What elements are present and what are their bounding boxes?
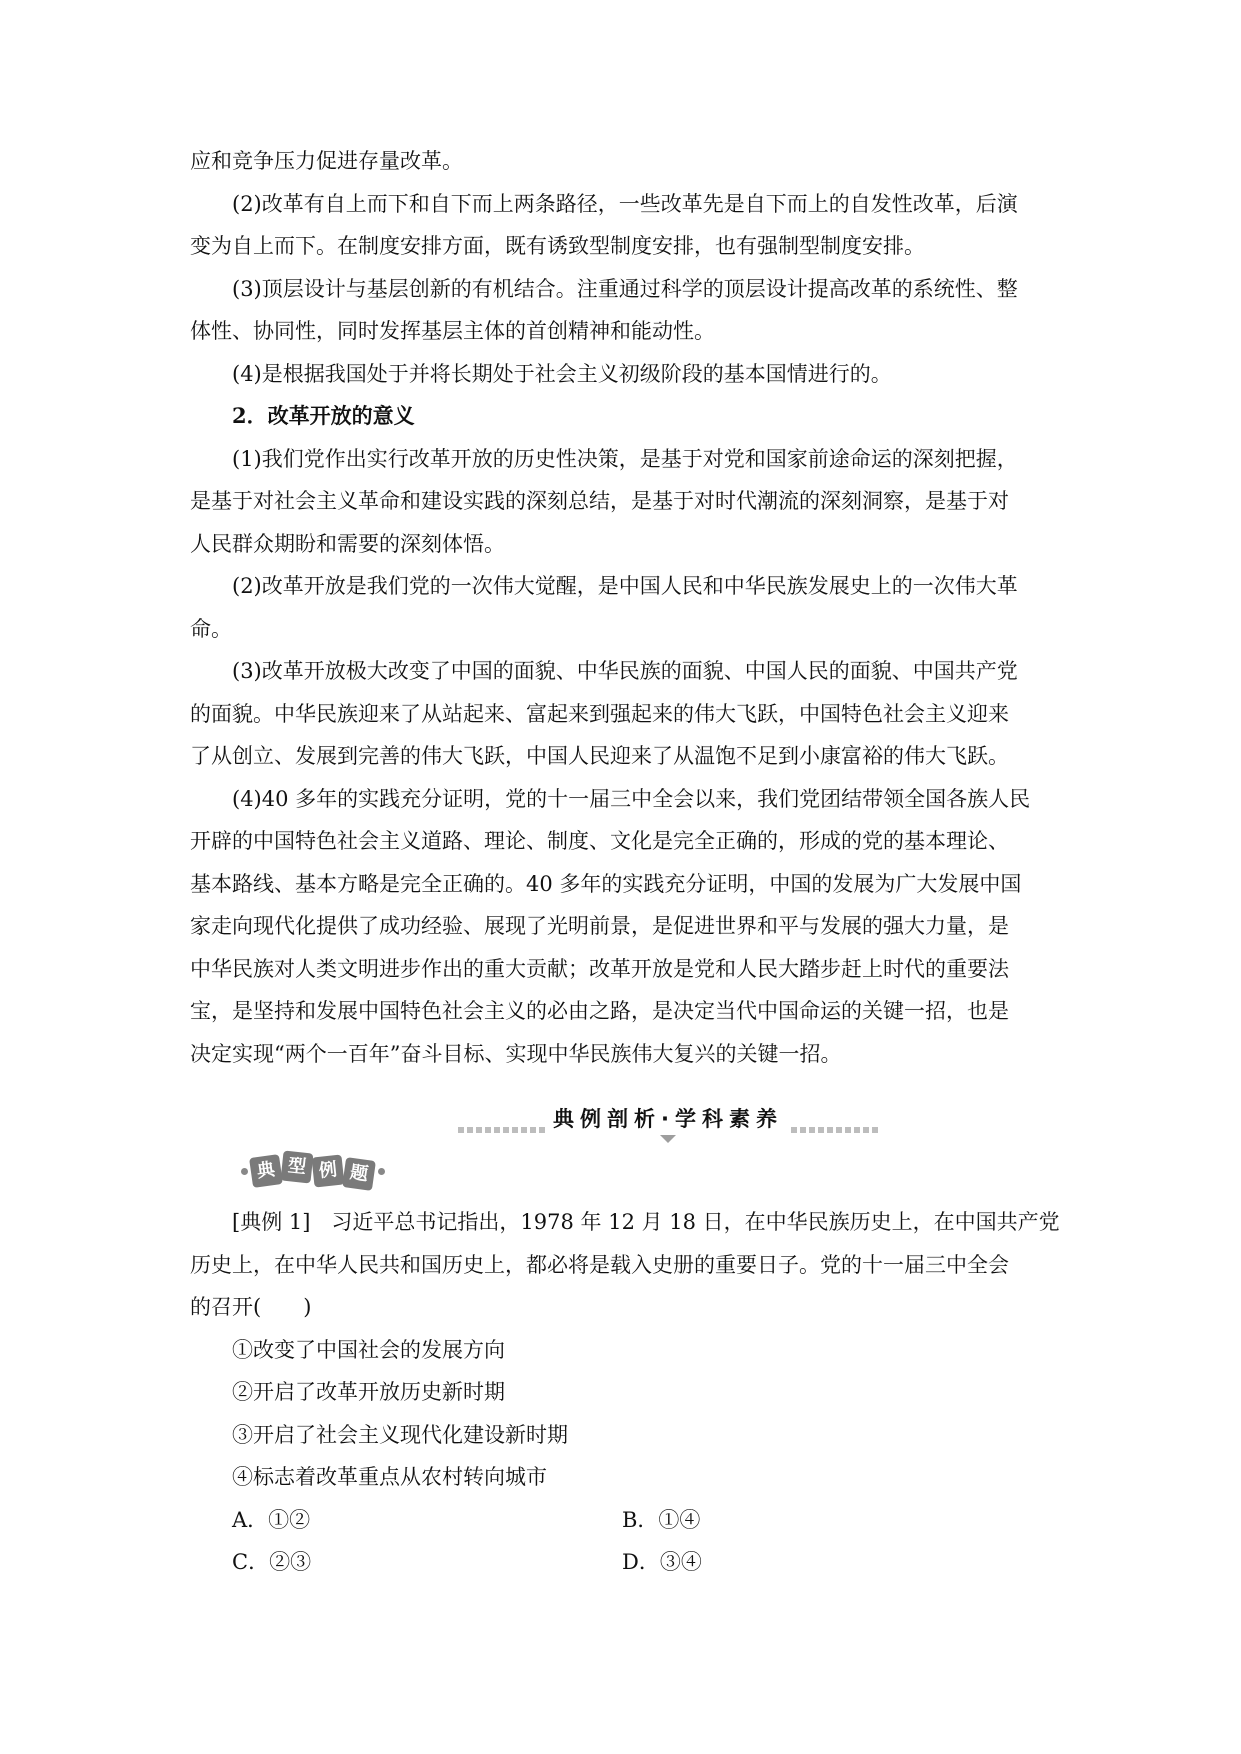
options-row: [190, 1499, 1050, 1542]
text-line: 基本路线、基本方略是完全正确的。40 多年的实践充分证明，中国的发展为广大发展中国: [190, 871, 1022, 896]
text-line: 开辟的中国特色社会主义道路、理论、制度、文化是完全正确的，形成的党的基本理论、: [190, 829, 1009, 853]
text-line: 了从创立、发展到完善的伟大飞跃，中国人民迎来了从温饱不足到小康富裕的伟大飞跃。: [190, 744, 1009, 768]
banner-title: 典例剖析·学科素养: [545, 1103, 791, 1135]
caret-down-icon: [660, 1135, 676, 1143]
text-line: 变为自上而下。在制度安排方面，既有诱致型制度安排，也有强制型制度安排。: [190, 234, 925, 258]
option-b: B．①④: [622, 1507, 701, 1532]
question-stem: 历史上，在中华人民共和国历史上，都必将是载入史册的重要日子。党的十一届三中全会: [190, 1252, 1009, 1277]
text-line: 体性、协同性，同时发挥基层主体的首创精神和能动性。: [190, 319, 715, 343]
example-badge: [238, 1153, 388, 1189]
dot-icon: [241, 1168, 248, 1175]
option-a: A．①②: [232, 1507, 311, 1532]
options-row: [190, 1541, 1050, 1584]
question-stem: [典例 1] 习近平总书记指出，1978 年 12 月 18 日，在中华民族历史上，在中国共产党: [232, 1210, 1060, 1234]
text-line: 命。: [190, 616, 232, 641]
question-item: ①改变了中国社会的发展方向: [232, 1337, 505, 1362]
section-banner: [190, 1103, 1050, 1147]
text-line: (1)我们党作出实行改革开放的历史性决策，是基于对党和国家前途命运的深刻把握，: [232, 446, 1018, 471]
question-item: ④标志着改革重点从农村转向城市: [232, 1465, 547, 1489]
text-line: 应和竞争压力促进存量改革。: [190, 149, 463, 173]
section-heading: 2．改革开放的意义: [232, 403, 415, 428]
badge-char: 型: [281, 1151, 314, 1184]
badge-char: 例: [312, 1155, 345, 1188]
text-line: 宝，是坚持和发展中国特色社会主义的必由之路，是决定当代中国命运的关键一招，也是: [190, 999, 1009, 1023]
text-line: (2)改革开放是我们党的一次伟大觉醒，是中国人民和中华民族发展史上的一次伟大革: [232, 574, 1018, 598]
text-line: 中华民族对人类文明进步作出的重大贡献；改革开放是党和人民大踏步赶上时代的重要法: [190, 956, 1009, 981]
question-item: ③开启了社会主义现代化建设新时期: [232, 1422, 568, 1447]
badge-char: 典: [249, 1154, 283, 1188]
question-stem: 的召开( ): [190, 1295, 312, 1319]
text-line: 是基于对社会主义革命和建设实践的深刻总结，是基于对时代潮流的深刻洞察，是基于对: [190, 489, 1009, 513]
dot-icon: [378, 1168, 385, 1175]
text-line: (2)改革有自上而下和自下而上两条路径，一些改革先是自下而上的自发性改革，后演: [232, 191, 1018, 216]
text-line: (3)顶层设计与基层创新的有机结合。注重通过科学的顶层设计提高改革的系统性、整: [232, 276, 1018, 301]
banner: [458, 1103, 878, 1139]
text-line: (4)40 多年的实践充分证明，党的十一届三中全会以来，我们党团结带领全国各族人民: [232, 786, 1031, 811]
option-d: D．③④: [622, 1550, 702, 1574]
badge-char: 题: [342, 1157, 376, 1191]
text-line: 家走向现代化提供了成功经验、展现了光明前景，是促进世界和平与发展的强大力量，是: [190, 914, 1009, 938]
option-c: C．②③: [232, 1550, 312, 1574]
document-page: [190, 140, 1060, 1584]
text-line: 决定实现“两个一百年”奋斗目标、实现中华民族伟大复兴的关键一招。: [190, 1041, 842, 1066]
text-line: (4)是根据我国处于并将长期处于社会主义初级阶段的基本国情进行的。: [232, 361, 892, 386]
text-line: 的面貌。中华民族迎来了从站起来、富起来到强起来的伟大飞跃，中国特色社会主义迎来: [190, 701, 1009, 726]
text-line: (3)改革开放极大改变了中国的面貌、中华民族的面貌、中国人民的面貌、中国共产党: [232, 659, 1018, 683]
question-item: ②开启了改革开放历史新时期: [232, 1380, 505, 1404]
example-badge-row: [190, 1151, 1050, 1201]
text-line: 人民群众期盼和需要的深刻体悟。: [190, 531, 505, 556]
